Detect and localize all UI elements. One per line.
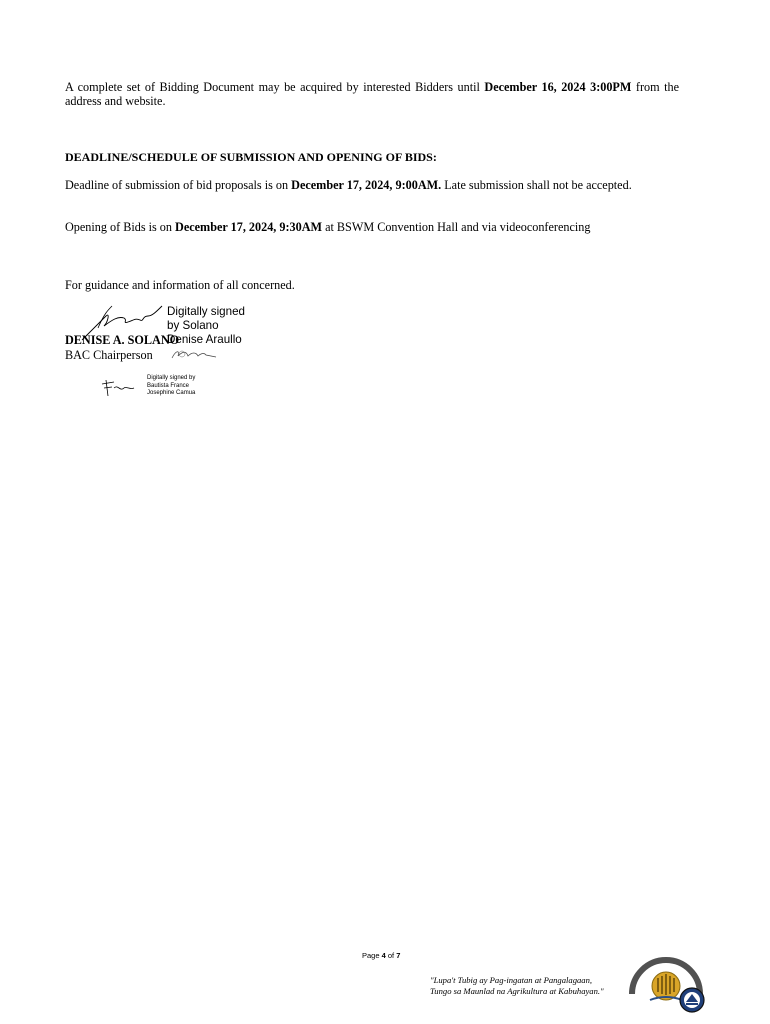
digital-signature-2-line1: Digitally signed by [147, 375, 196, 381]
opening-text-2: at BSWM Convention Hall and via videoconferencing [322, 220, 591, 234]
digital-signature-1-line3: Denise Araullo [167, 333, 242, 346]
motto-line-2: Tungo sa Maunlad na Agrikultura at Kabuhayan." [430, 986, 604, 996]
digital-signature-2 [147, 375, 195, 398]
motto-line-1: "Lupa't Tubig ay Pag-ingatan at Pangalagaan, [430, 975, 593, 985]
acquire-paragraph [65, 80, 679, 108]
digital-signature-1-line2: by Solano [167, 319, 219, 332]
opening-date: December 17, 2024, 9:30AM [175, 220, 323, 234]
page-current: 4 [381, 951, 386, 960]
digital-signature-1-line1: Digitally signed [167, 305, 245, 318]
handwritten-signature-bautista [100, 376, 140, 400]
deadline-text-2: Late submission shall not be accepted. [441, 178, 632, 192]
page-of: of [387, 951, 395, 960]
department-seal-logo [620, 950, 712, 1014]
signatory-title: BAC Chairperson [65, 348, 153, 362]
signatory-name: DENISE A. SOLANO [65, 333, 180, 347]
section-heading: DEADLINE/SCHEDULE OF SUBMISSION AND OPENING OF BIDS: [65, 150, 437, 164]
acquire-text-1: A complete set of Bidding Document may be acquired by interested Bidders until [65, 80, 485, 94]
page-number [362, 951, 400, 960]
initials-scribble [168, 346, 218, 364]
deadline-paragraph [65, 178, 679, 192]
opening-text-1: Opening of Bids is on [65, 220, 176, 234]
acquire-deadline-date: December 16, 2024 3:00PM [484, 80, 632, 94]
deadline-date: December 17, 2024, 9:00AM. [291, 178, 442, 192]
closing-line: For guidance and information of all concerned. [65, 278, 295, 292]
page-total: 7 [396, 951, 401, 960]
acquire-text-2: from the address and website. [65, 80, 679, 108]
footer-motto [430, 975, 642, 997]
page-label: Page [362, 951, 380, 960]
opening-paragraph [65, 220, 679, 234]
digital-signature-2-line2: Bautista France [147, 382, 190, 389]
digital-signature-2-line3: Josephine Camua [147, 390, 196, 397]
deadline-text-1: Deadline of submission of bid proposals is on [65, 178, 292, 192]
